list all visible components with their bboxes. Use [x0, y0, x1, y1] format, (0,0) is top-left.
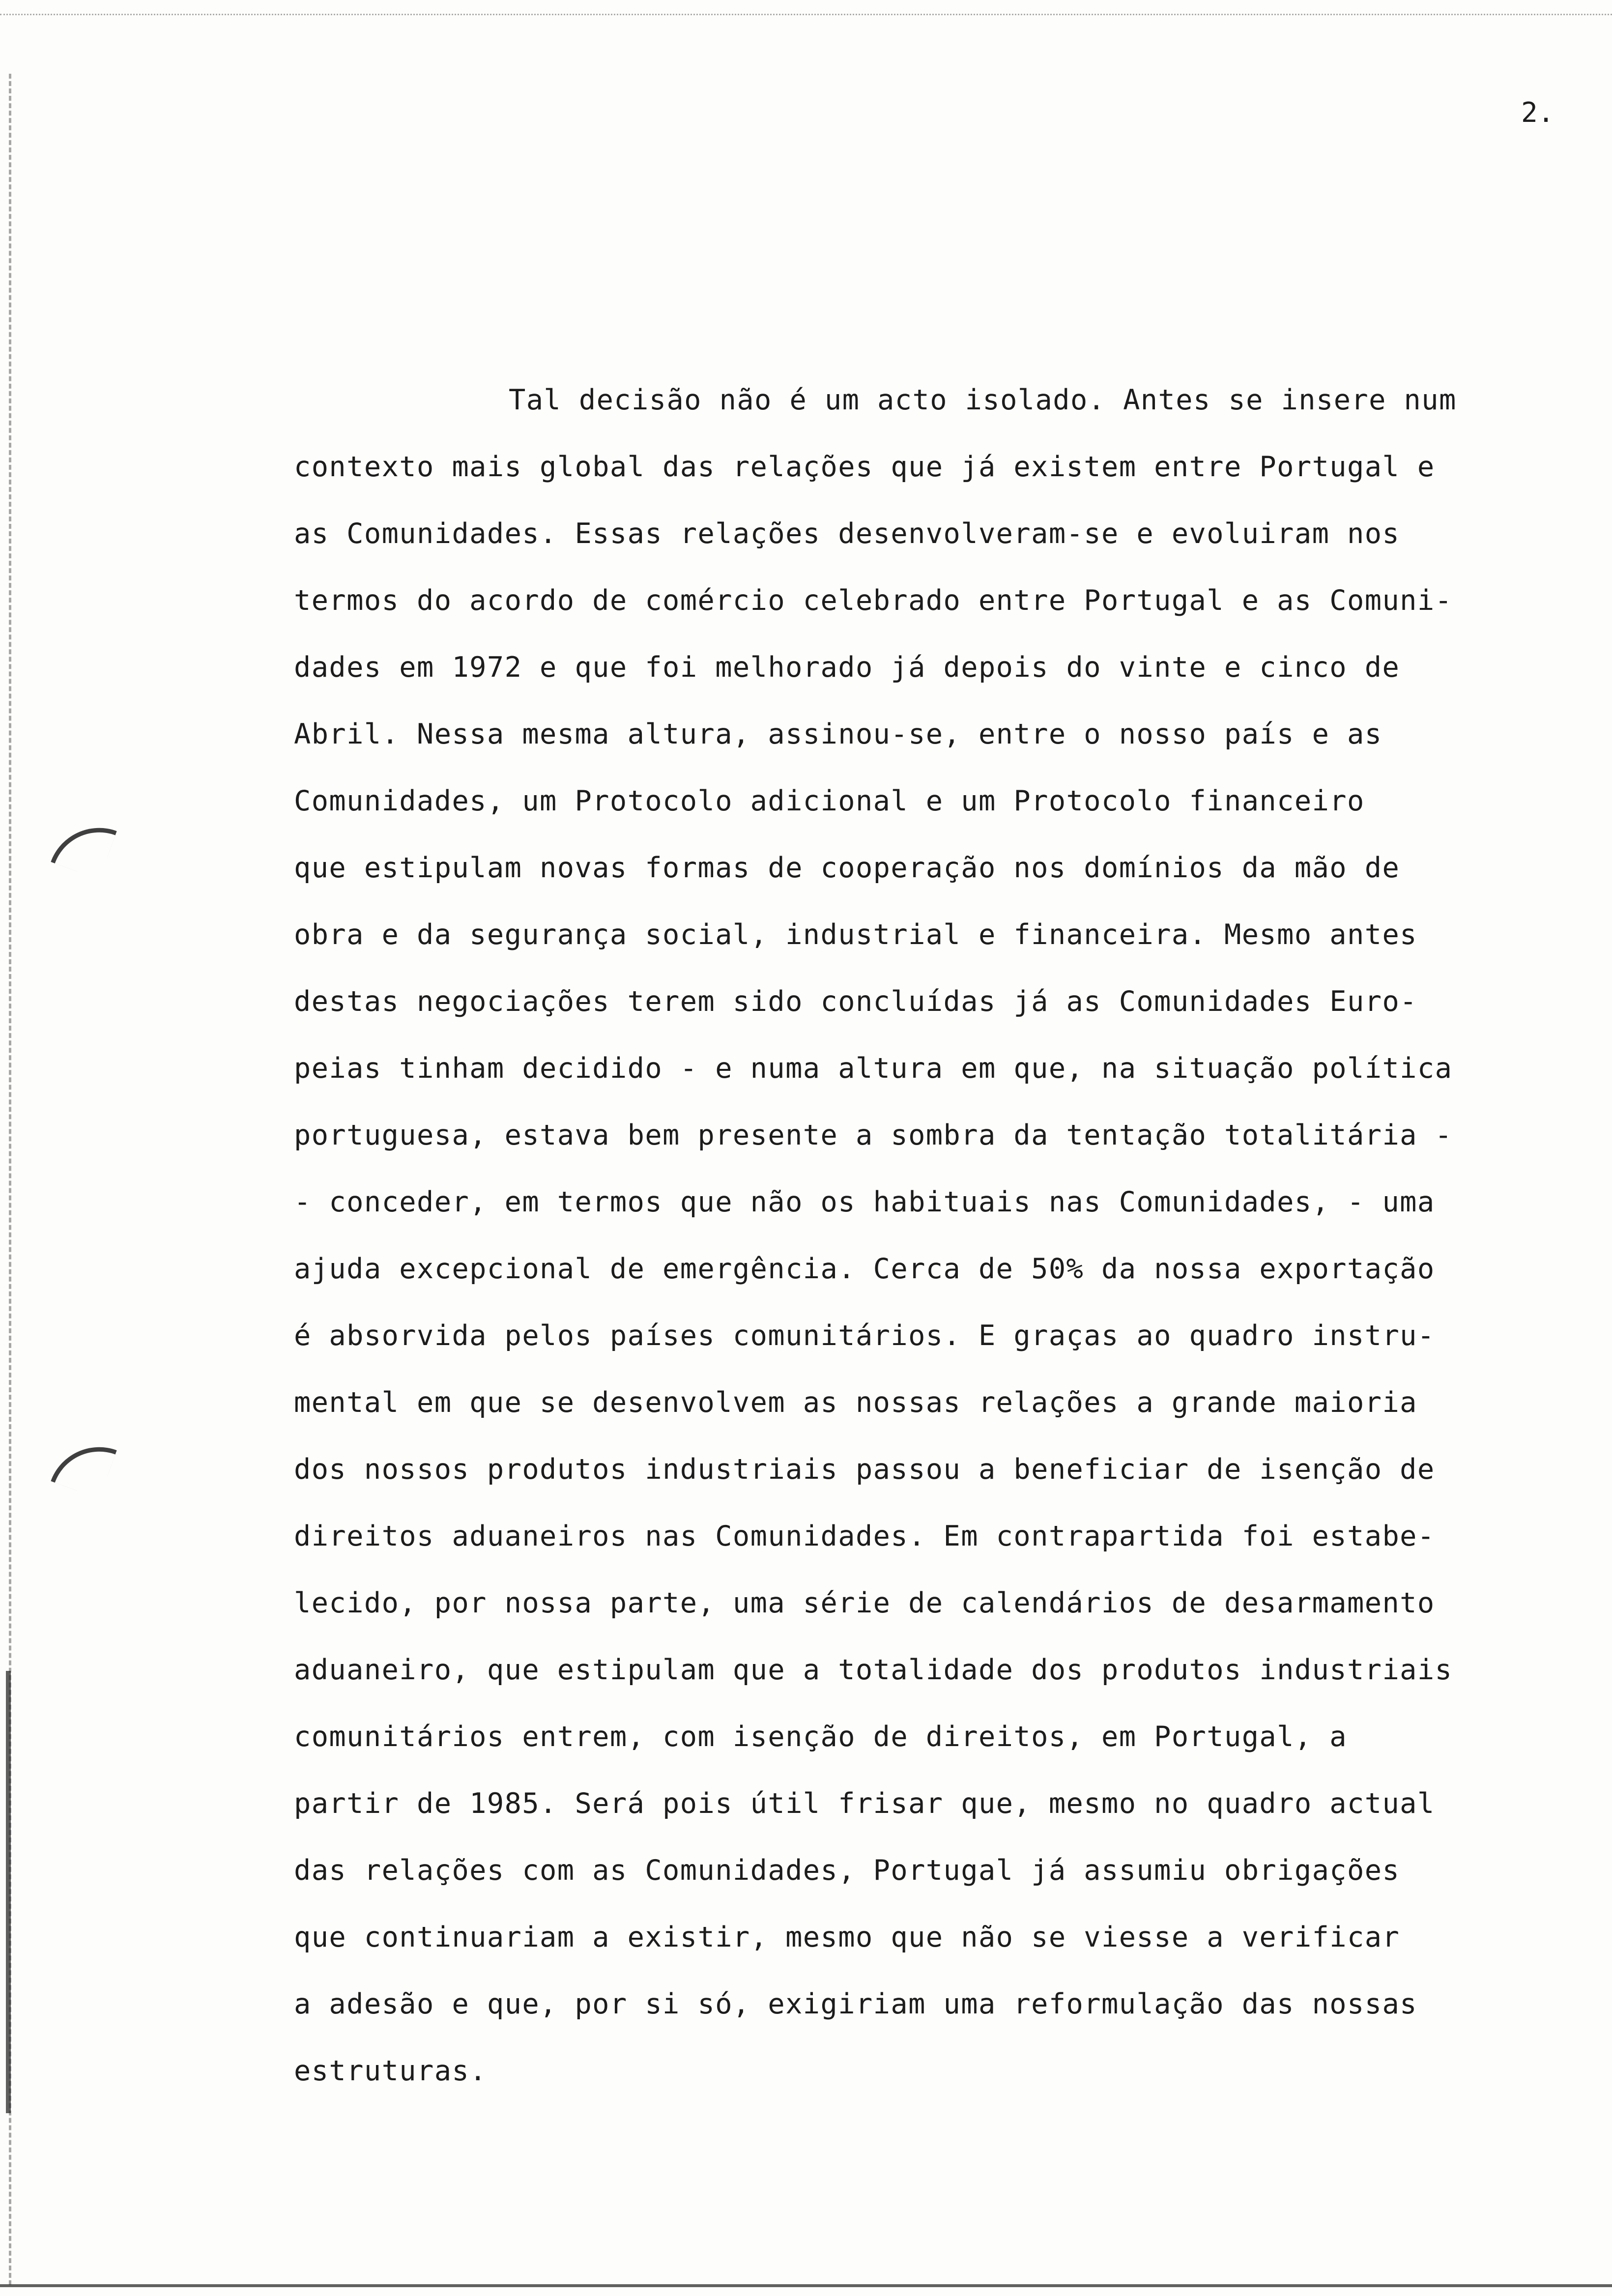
paragraph-line: aduaneiro, que estipulam que a totalidade dos produtos industriais: [294, 1654, 1453, 1686]
paragraph-line: destas negociações terem sido concluídas já as Comunidades Euro-: [294, 985, 1417, 1018]
paragraph-line: mental em que se desenvolvem as nossas relações a grande maioria: [294, 1386, 1417, 1419]
body-paragraph: [294, 375, 1611, 2113]
bottom-scan-edge: [0, 2284, 1612, 2287]
top-scan-edge: [0, 14, 1612, 15]
paragraph-line: dos nossos produtos industriais passou a beneficiar de isenção de: [294, 1453, 1435, 1486]
binder-hole-mark-top: [51, 813, 117, 880]
paragraph-line: que continuariam a existir, mesmo que não se viesse a verificar: [294, 1921, 1400, 1953]
paragraph-line: ajuda excepcional de emergência. Cerca de 50% da nossa exportação: [294, 1253, 1435, 1285]
left-scan-shadow: [6, 1671, 11, 2113]
paragraph-line: Tal decisão não é um acto isolado. Antes se insere num: [509, 384, 1457, 416]
paragraph-line: a adesão e que, por si só, exigiriam uma reformulação das nossas: [294, 1988, 1417, 2020]
paragraph-line: que estipulam novas formas de cooperação nos domínios da mão de: [294, 852, 1400, 884]
paragraph-line: das relações com as Comunidades, Portugal já assumiu obrigações: [294, 1854, 1400, 1887]
paragraph-line: obra e da segurança social, industrial e financeira. Mesmo antes: [294, 918, 1417, 951]
paragraph-line: estruturas.: [294, 2055, 487, 2087]
paragraph-line: direitos aduaneiros nas Comunidades. Em contrapartida foi estabe-: [294, 1520, 1435, 1552]
paragraph-line: contexto mais global das relações que já existem entre Portugal e: [294, 451, 1435, 483]
binder-hole-mark-bottom: [51, 1433, 117, 1499]
paragraph-line: termos do acordo de comércio celebrado entre Portugal e as Comuni-: [294, 584, 1453, 617]
paragraph-line: as Comunidades. Essas relações desenvolveram-se e evoluiram nos: [294, 517, 1400, 550]
paragraph-line: lecido, por nossa parte, uma série de calendários de desarmamento: [294, 1587, 1435, 1619]
paragraph-line: é absorvida pelos países comunitários. E graças ao quadro instru-: [294, 1320, 1435, 1352]
paragraph-line: partir de 1985. Será pois útil frisar que, mesmo no quadro actual: [294, 1787, 1435, 1820]
paragraph-line: dades em 1972 e que foi melhorado já depois do vinte e cinco de: [294, 651, 1400, 684]
paragraph-line: portuguesa, estava bem presente a sombra da tentação totalitária -: [294, 1119, 1453, 1151]
page-number: 2.: [1521, 97, 1554, 129]
paragraph-line: peias tinham decidido - e numa altura em que, na situação política: [294, 1052, 1453, 1085]
paragraph-line: Comunidades, um Protocolo adicional e um Protocolo financeiro: [294, 785, 1365, 817]
paragraph-line: - conceder, em termos que não os habituais nas Comunidades, - uma: [294, 1186, 1435, 1218]
paragraph-line: Abril. Nessa mesma altura, assinou-se, entre o nosso país e as: [294, 718, 1382, 750]
paragraph-line: comunitários entrem, com isenção de direitos, em Portugal, a: [294, 1721, 1348, 1753]
